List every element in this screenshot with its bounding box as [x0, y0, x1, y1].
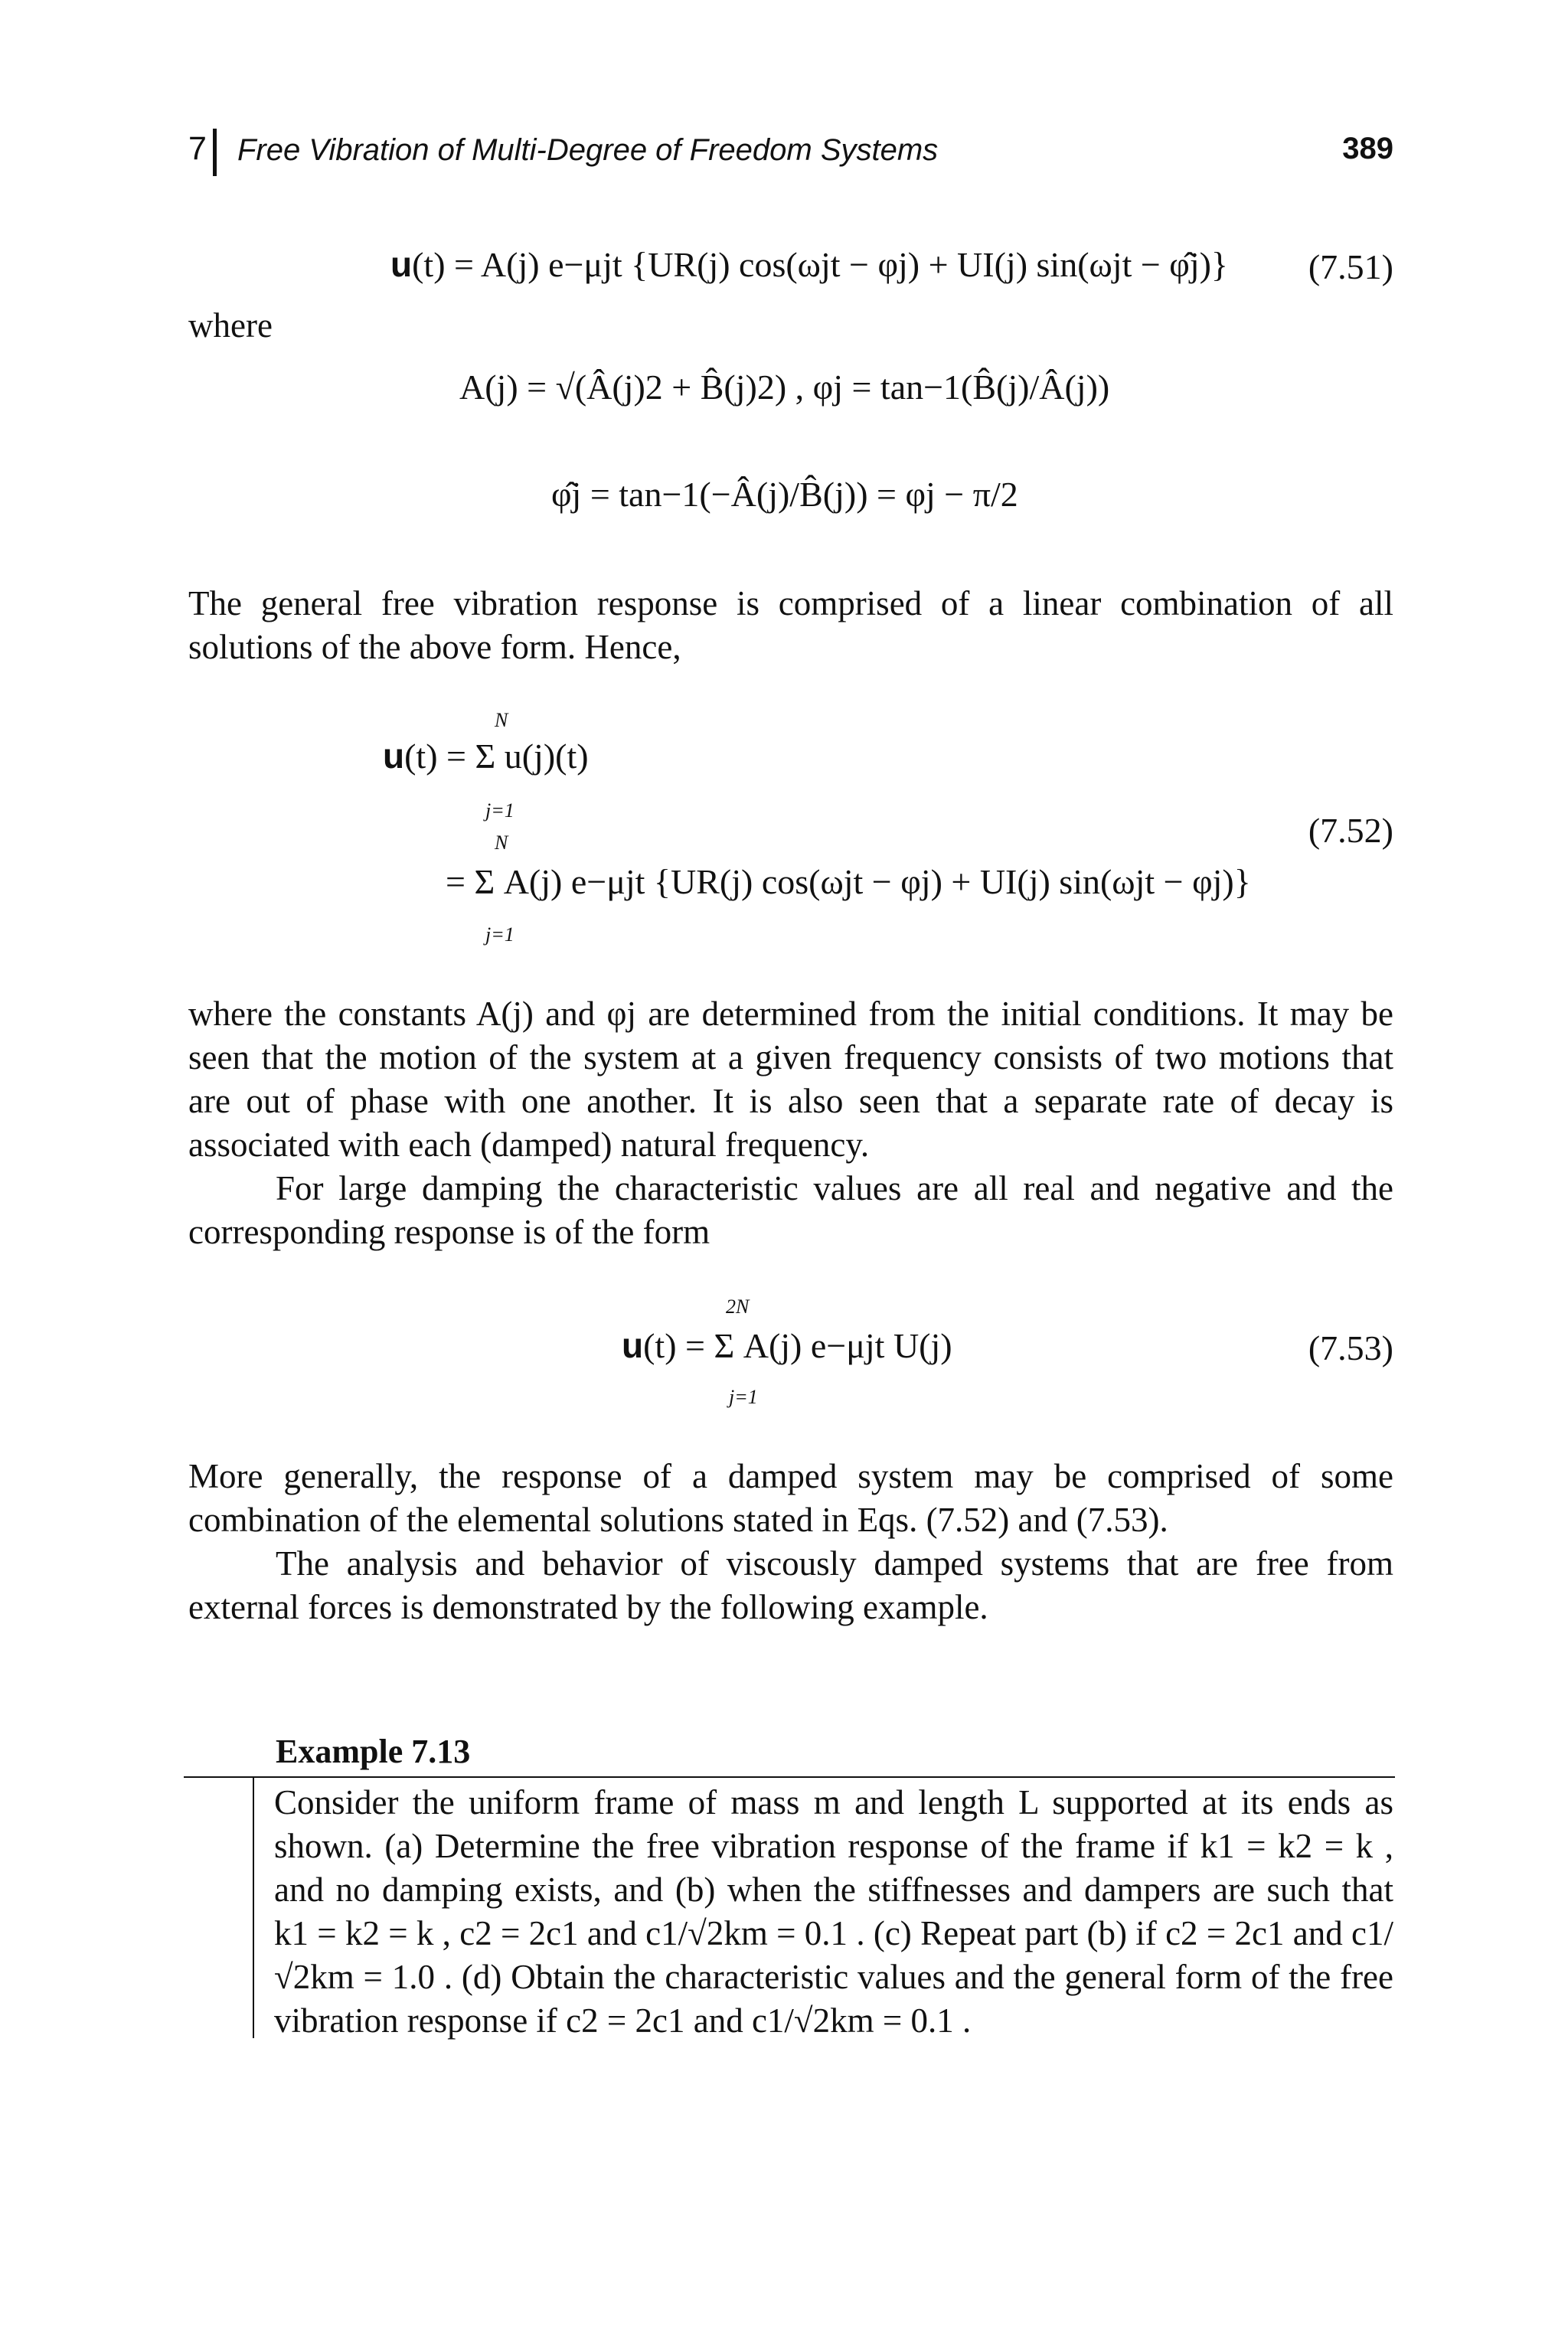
- where-label: where: [188, 306, 273, 345]
- paragraph-combination: [188, 1455, 1393, 1629]
- sum-upper-limit-3: 2N: [726, 1295, 750, 1318]
- paragraph-text: More generally, the response of a damped system may be comprised of some combination of the elemental solutions stated in Eqs. (7.52) and (7.53).: [188, 1457, 1393, 1539]
- sum-upper-limit-2: N: [495, 831, 508, 854]
- eq-753-rhs: (t) = Σ A(j) e−μjt U(j): [643, 1326, 952, 1365]
- equation-number-7-53: (7.53): [1308, 1328, 1393, 1367]
- page-number: 389: [1342, 132, 1393, 165]
- equation-7-53: [622, 1325, 952, 1367]
- chapter-title: Free Vibration of Multi-Degree of Freedom Systems: [237, 133, 939, 167]
- paragraph-text: The general free vibration response is comprised of a linear combination of all solutions of the above form. Hence,: [188, 584, 1393, 666]
- amplitude-phase-definition: A(j) = √(Â(j)2 + B̂(j)2) , φj = tan−1(B̂(j)/Â(j)): [459, 368, 1110, 407]
- sum-upper-limit: N: [495, 709, 508, 731]
- example-statement: [274, 1781, 1393, 2043]
- equation-7-51: [390, 243, 1228, 286]
- example-title: Example 7.13: [276, 1733, 471, 1770]
- header-divider: [213, 129, 217, 176]
- sum-lower-limit: j=1: [485, 799, 514, 822]
- phase-hat-definition: φ̂j = tan−1(−Â(j)/B̂(j)) = φj − π/2: [551, 475, 1018, 514]
- sum-lower-limit-2: j=1: [485, 923, 514, 946]
- paragraph-text: For large damping the characteristic values are all real and negative and the corresponding response is of the form: [188, 1169, 1393, 1251]
- equation-number-7-51: (7.51): [1308, 247, 1393, 286]
- eq-753-lhs: u: [622, 1325, 644, 1365]
- chapter-number: 7: [188, 130, 207, 167]
- paragraph-constants: [188, 992, 1393, 1254]
- eq-752-line1-rhs: (t) = Σ u(j)(t): [404, 737, 589, 776]
- example-side-rule: [253, 1778, 254, 2038]
- paragraph-text: where the constants A(j) and φj are determined from the initial conditions. It may be seen that the motion of the system at a given frequency consists of two motions that are out of phase with one another. It is also seen that a separate rate of decay is associated with each (damped) natural frequency.: [188, 995, 1393, 1164]
- paragraph-text: The analysis and behavior of viscously damped systems that are free from external forces is demonstrated by the following example.: [188, 1544, 1393, 1626]
- equation-7-52-line-2: = Σ A(j) e−μjt {UR(j) cos(ωjt − φj) + UI(j) sin(ωjt − φj)}: [446, 862, 1251, 901]
- eq-751-rhs: (t) = A(j) e−μjt {UR(j) cos(ωjt − φj) + UI(j) sin(ωjt − φ̂j)}: [412, 245, 1229, 284]
- equation-number-7-52: (7.52): [1308, 811, 1393, 850]
- eq-752-lhs: u: [383, 736, 405, 776]
- eq-751-lhs: u: [390, 244, 413, 284]
- equation-7-52-line-1: [383, 735, 589, 777]
- paragraph-general-response: [188, 582, 1393, 669]
- example-top-rule: [184, 1776, 1395, 1778]
- sum-lower-limit-3: j=1: [729, 1386, 758, 1408]
- example-text: Consider the uniform frame of mass m and length L supported at its ends as shown. (a) Determine the free vibration response of the frame if k1 = k2 = k , and no damping exists, and (b) when the stiffnesses and dampers are such that k1 = k2 = k , c2 = 2c1 and c1/√2km = 0.1 . (c) Repeat part (b) if c2 = 2c1 and c1/√2km = 1.0 . (d) Obtain the characteristic values and the general form of the free vibration response if c2 = 2c1 and c1/√2km = 0.1 .: [274, 1783, 1393, 2040]
